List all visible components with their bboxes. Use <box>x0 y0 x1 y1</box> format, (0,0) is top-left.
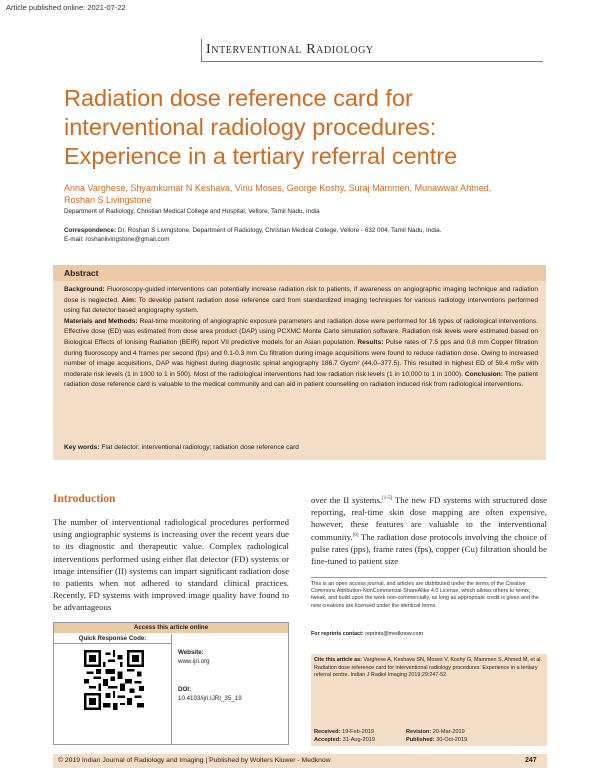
abstract-heading: Abstract <box>53 265 546 281</box>
cite-as <box>314 657 542 680</box>
intro-left-column: The number of interventional radiological procedures performed using angiographic systems is increasing over the recent years due to its diagnostic and therapeutic value. Complex radiological interventions performed using either flat detector (FD) systems or image intensifier (II) systems can impart significant radiation dose to patients when not adhered to standard clinical practices. Recently, FD systems with improved image quality have found to be advantageous <box>53 517 289 613</box>
article-dates <box>314 728 542 744</box>
keywords-text: Flat detector; interventional radiology; radiation dose reference card <box>101 444 299 451</box>
methods-label: Materials and Methods: <box>64 317 138 325</box>
results-label: Results: <box>357 338 384 346</box>
published-date-cite: Published: 30-Oct-2019 <box>406 737 468 743</box>
qr-code-icon[interactable] <box>84 650 144 710</box>
divider <box>311 577 547 578</box>
intro-right-c: The radiation dose protocols involving the choice of pulse rates (pps), frame rates (fps), copper (Cu) filtration should be fine-tuned to patient size <box>311 531 547 567</box>
intro-right-a: over the II systems. <box>311 495 383 505</box>
open-access-notice: This is an open access journal, and articles are distributed under the terms of the Creative Commons Attribution-NonCommercial-ShareAlike 4.0 License, which allows others to remix, tweak, and build upon the work non-commercially, as long as appropriate credit is given and the new creations are licensed under the identical terms. <box>311 581 539 609</box>
introduction-heading: Introduction <box>53 493 116 505</box>
received-date: Received: 19-Feb-2019 <box>314 729 375 735</box>
website-label: Website: <box>178 649 204 656</box>
abstract-body <box>64 285 538 391</box>
accepted-date: Accepted: 31-Aug-2019 <box>314 737 375 743</box>
doi-label: DOI: <box>178 686 192 693</box>
footer-copyright: © 2019 Indian Journal of Radiology and Imaging | Published by Wolters Kluwer - Medknow <box>58 757 331 764</box>
qr-label: Quick Response Code: <box>54 634 172 644</box>
affiliation: Department of Radiology, Christian Medical College and Hospital, Vellore, Tamil Nadu, India <box>64 208 320 215</box>
correspondence-text: Dr. Roshan S Livingstone, Department of Radiology, Christian Medical College, Vellore - 632 004, Tamil Nadu, India. <box>117 227 442 234</box>
banner-rule <box>201 61 543 62</box>
intro-right-column <box>311 494 547 567</box>
article-title: Radiation dose reference card for interventional radiology procedures: Experience in a tertiary referral centre <box>64 85 458 169</box>
background-label: Background: <box>64 286 105 293</box>
reprints-contact <box>311 631 547 637</box>
revision-date: Revision: 20-Mar-2019 <box>406 729 465 735</box>
correspondence-email[interactable]: E-mail: roshanlivingstone@gmail.com <box>64 236 170 243</box>
cite-text: Varghese A, Keshava SN, Moses V, Koshy G, Mammen S, Ahmed M, et al. Radiation dose reference card for interventional radiology procedures: Experience in a tertiary referral centre. Indian J Radiol Imaging 2019;29:247-52. <box>314 657 543 679</box>
section-banner <box>201 39 543 61</box>
aim-text: To develop patient radiation dose reference card from standardized imaging techniques for various radiology interventions performed using flat detector based angiography system. <box>64 296 539 315</box>
background-text: Fluoroscopy-guided interventions can potentially increase radiation risk to patients, if awareness on angiographic imaging technique and radiation dose is neglected. <box>64 286 538 304</box>
doi-link[interactable]: 10.4103/ijri.IJRI_35_19 <box>178 695 242 702</box>
keywords <box>64 444 538 451</box>
reprints-label: For reprints contact: <box>311 631 364 637</box>
page-number: 247 <box>525 757 537 764</box>
conclusion-label: Conclusion: <box>464 370 503 378</box>
citation-ref[interactable]: [6] <box>352 532 359 538</box>
intro-right-b: The new FD systems with structured dose reporting, real-time skin dose mapping are often expensive, however, these features are valuable to the interventional community. <box>311 495 547 542</box>
section-name: Interventional Radiology <box>206 42 374 57</box>
methods-text: Real-time monitoring of angiographic exposure parameters and radiation dose were performed for 16 types of radiological interventions. Effective dose (ED) was estimated from dose area product (DAP) using PCXMC Monte Carlo simulation software. Radiation risk levels were estimated based on Biological Effects of Ionising Radiation (BEIR) report VII predictive models for an Asian population. <box>64 317 539 346</box>
access-heading: Access this article online <box>54 623 288 633</box>
results-text: Pulse rates of 7.5 pps and 0.8 mm Copper filtration during fluoroscopy and 4 frames per second (fps) and 0.1-0.3 mm Cu filtration during image acquisitions were found to reduce radiation dose. Owing to increased number of image acquisitions, DAP was highest during diagnostic spinal angiography 186.7 Gycm² (44.0–377.5). This resulted in highest ED of 59.4 mSv with moderate risk levels (1 in 1000 to 1 in 500). Most of the radiological interventions had low radiation risk levels (1 in 10,000 to 1 in 1000). <box>64 338 538 378</box>
reprints-email[interactable]: reprints@medknow.com <box>365 631 424 637</box>
correspondence <box>64 226 544 244</box>
correspondence-label: Correspondence: <box>64 227 117 234</box>
cite-label: Cite this article as: <box>314 657 362 663</box>
citation-ref[interactable]: [1-5] <box>382 496 393 502</box>
website-link[interactable]: www.ijri.org <box>178 658 210 665</box>
conclusion-text: The patient radiation dose reference card is valuable to the medical community and can aid in patient counselling on radiation induced risk from radiological interventions. <box>64 370 538 389</box>
aim-label: Aim: <box>121 296 137 304</box>
published-date: Article published online: 2021-07-22 <box>6 3 126 12</box>
keywords-label: Key words: <box>64 444 100 451</box>
author-list: Anna Varghese, Shyamkumar N Keshava, Vinu Moses, George Koshy, Suraj Mammen, Munawwar Ahmed, Roshan S Livingstone <box>64 183 492 205</box>
